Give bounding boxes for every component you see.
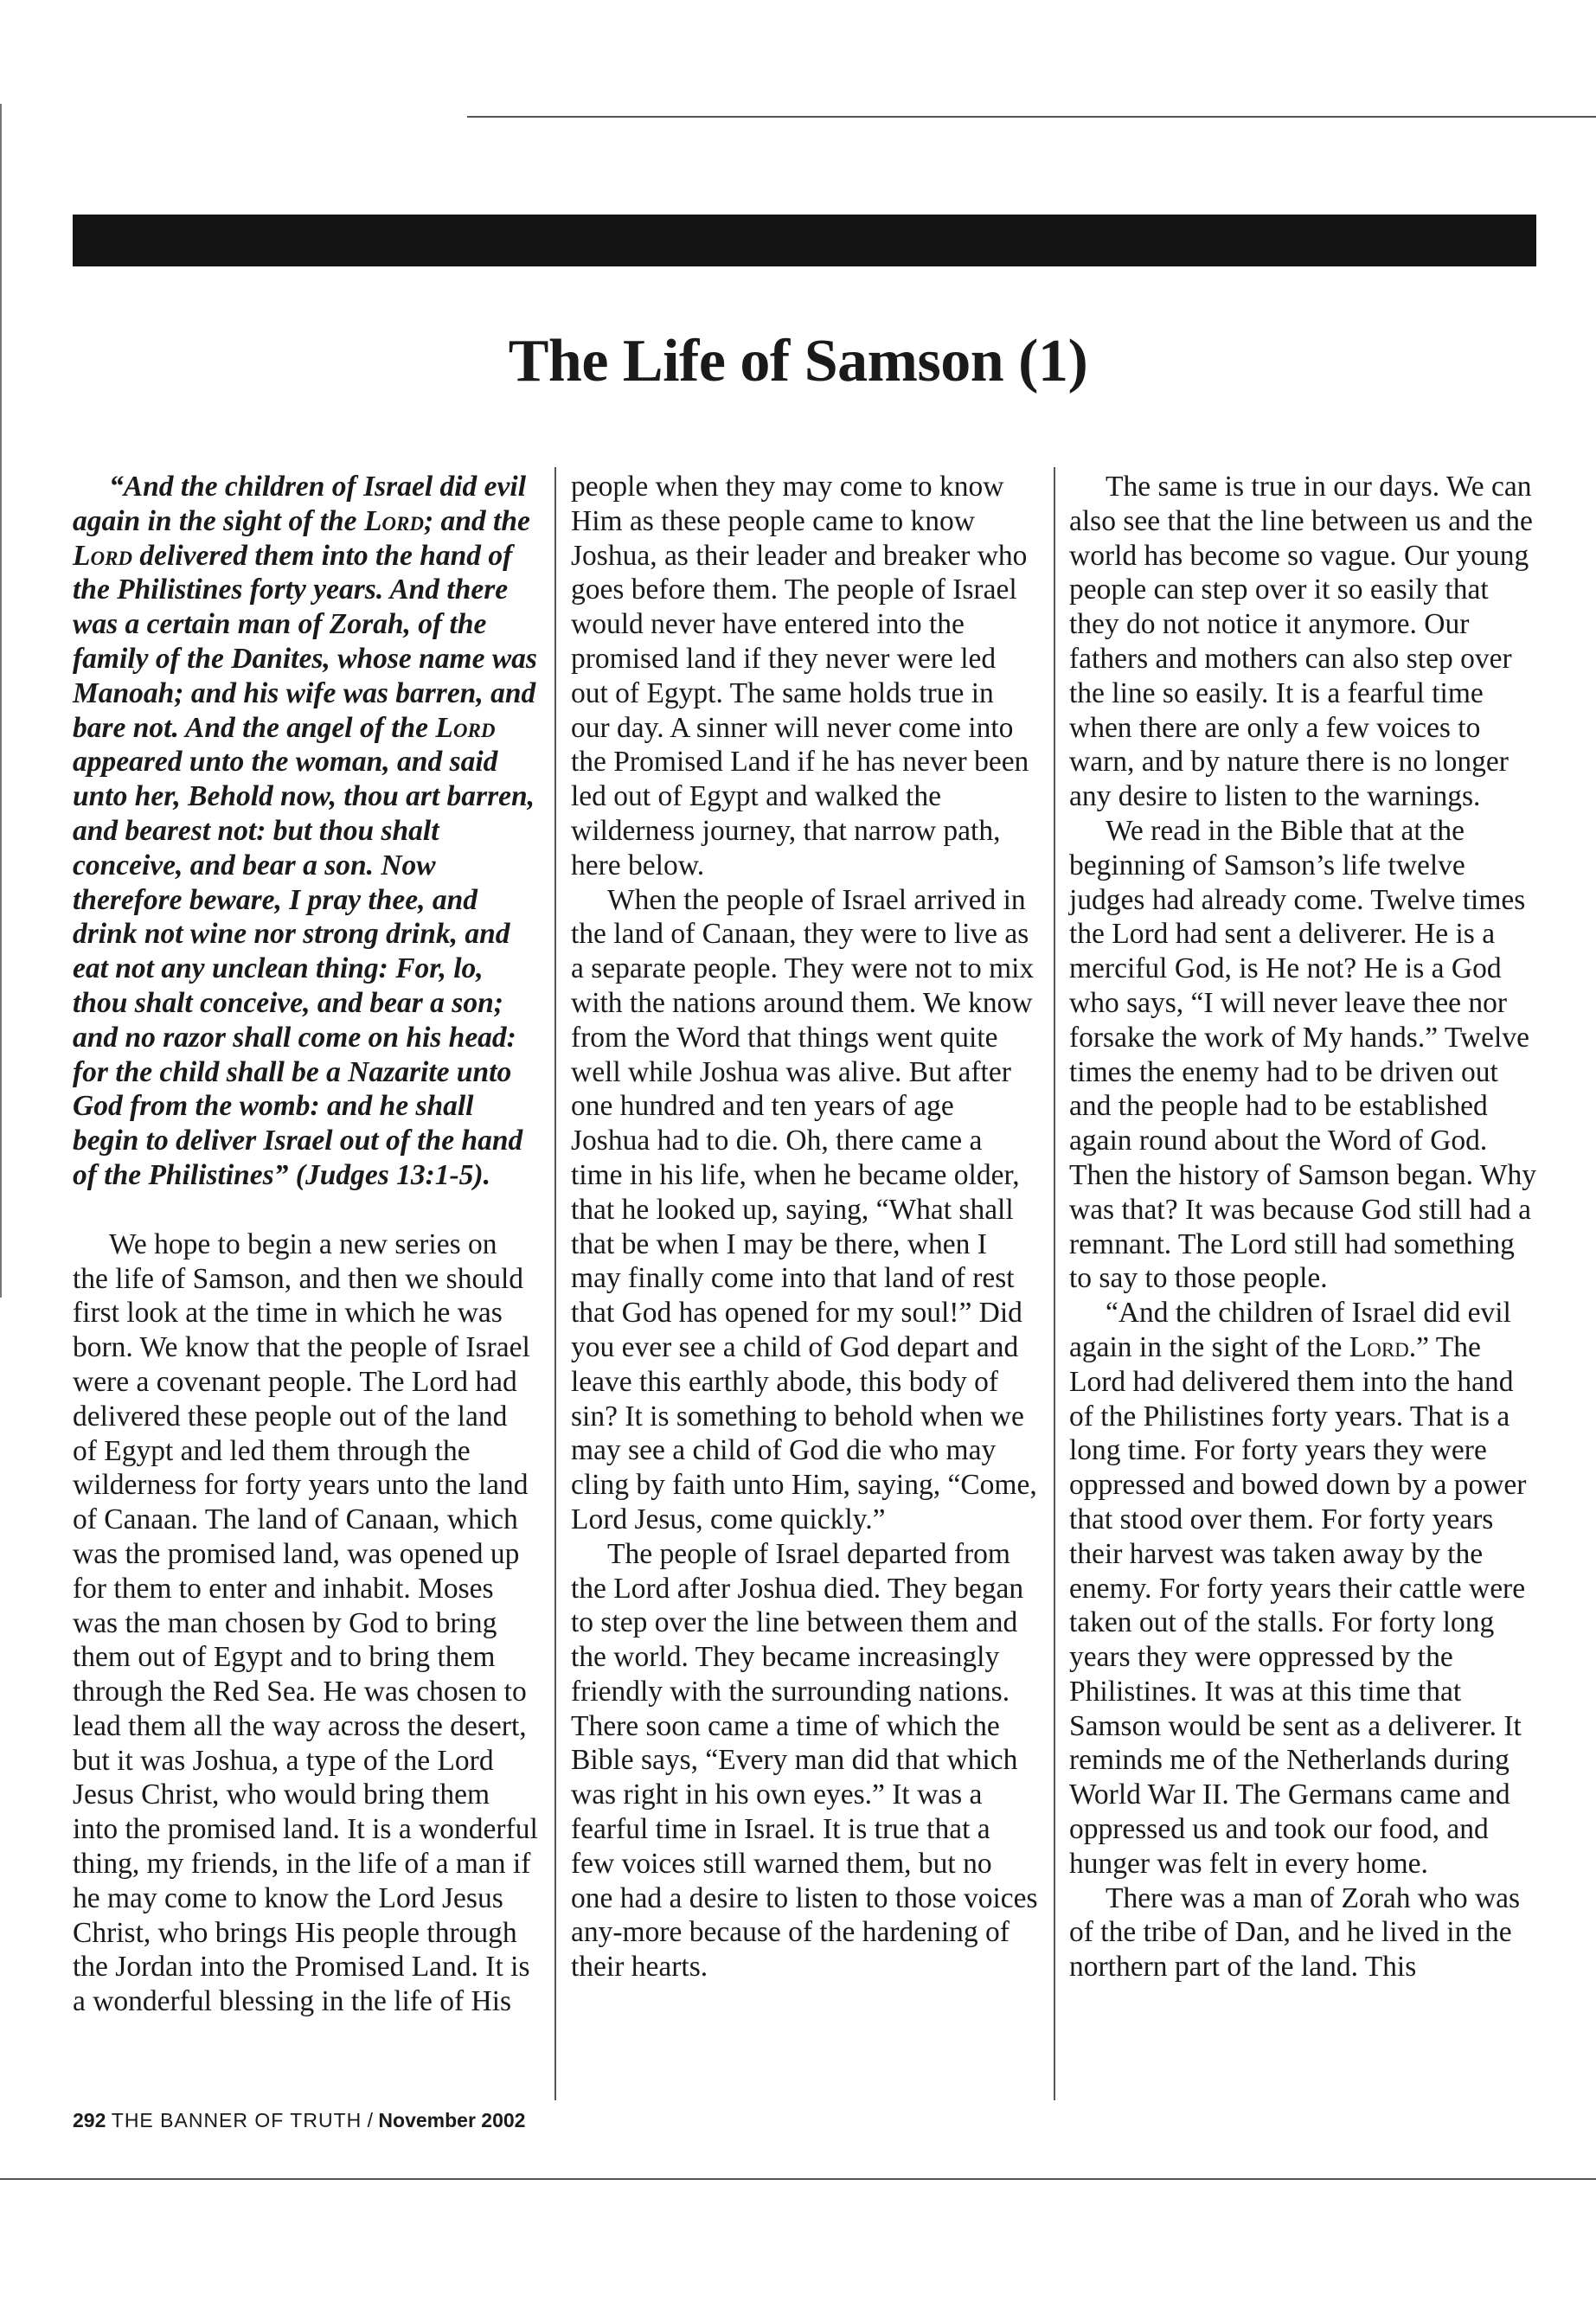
magazine-name: THE BANNER OF TRUTH (111, 2109, 362, 2131)
footer-separator: / (367, 2109, 374, 2131)
epigraph-text-4: appeared unto the woman, and said unto her, Behold now, thou art barren, and bearest not: but thou shalt conceive, and bear a son. Now therefore beware, I pray thee, and drink not wine nor strong drink, and eat not any unclean thing: For, lo, thou shalt conceive, and bear a son; and no razor shall come on his head: for the child shall be a Nazarite unto God from the womb: and he shall begin to deliver Israel out of the hand of the Philistines” (Judges 13:1-5). (73, 746, 535, 1191)
body-paragraph: When the people of Israel arrived in the land of Canaan, they were to live as a separate people. They were not to mix with the nations around them. We know from the Word that things went quite well while Joshua was alive. But after one hundred and ten years of age Joshua had to die. Oh, there came a time in his life, when he became older, that he looked up, saying, “What shall that be when I may be there, when I may finally come into that land of rest that God has opened for my soul!” Did you ever see a child of God depart and leave this earthly abode, this body of sin? It is something to behold when we may see a child of God die who may cling by faith unto Him, saying, “Come, Lord Jesus, come quickly.” (571, 883, 1037, 1535)
header-bar (73, 215, 1536, 266)
epigraph-lord-1: Lord (363, 504, 424, 537)
column-3 (1069, 470, 1541, 1984)
epigraph-lord-3: Lord (435, 711, 496, 744)
body-paragraph (1069, 1296, 1541, 1881)
body-paragraph: people when they may come to know Him as these people came to know Joshua, as their leader and breaker who goes before them. The people of Israel would never have entered into the promised land if they never were led out of Egypt. The same holds true in our day. A sinner will never come into the Promised Land if he has never been led out of Egypt and walked the wilderness journey, that narrow path, here below. (571, 471, 1029, 881)
column-divider-2 (1054, 467, 1055, 2100)
paragraph-lord: Lord (1349, 1330, 1409, 1363)
body-paragraph: There was a man of Zorah who was of the tribe of Dan, and he lived in the northern part of the land. This (1069, 1881, 1521, 1984)
body-paragraph: We read in the Bible that at the beginning of Samson’s life twelve judges had already come. Twelve times the Lord had sent a deliverer. He is a merciful God, is He not? He is a God who says, “I will never leave thee nor forsake the work of My hands.” Twelve times the enemy had to be driven out and the people had to be established again round about the Word of God. Then the history of Samson began. Why was that? It was because God still had a remnant. The Lord still had something to say to those people. (1069, 814, 1536, 1295)
epigraph-text-2: ; and the (423, 504, 530, 537)
column-2 (571, 470, 1038, 1984)
article-title: The Life of Samson (1) (508, 328, 1088, 394)
top-edge-rule (467, 116, 1596, 118)
page-footer (73, 2109, 525, 2132)
epigraph-text-1: “And the children of Israel did evil again in the sight of the (73, 471, 527, 537)
body-paragraph: The same is true in our days. We can also see that the line between us and the world has become so vague. Our young people can step over it so easily that they do not notice it anymore. Our fathers and mothers can also step over the line so easily. It is a fearful time when there are only a few voices to warn, and by nature there is no longer any desire to listen to the warnings. (1069, 471, 1533, 813)
bottom-rule (0, 2178, 1596, 2180)
paragraph-text: “And the children of Israel did evil again in the sight of the (1069, 1297, 1511, 1363)
column-1 (73, 470, 538, 2019)
column-divider-1 (554, 467, 556, 2100)
issue-date: November 2002 (378, 2109, 526, 2131)
epigraph-quote (73, 470, 538, 1193)
left-edge-rule (0, 104, 2, 1298)
epigraph-text-3: delivered them into the hand of the Philistines forty years. And there was a certain man of Zorah, of the family of the Danites, whose name was Manoah; and his wife was barren, and bare not. And the angel of the (73, 539, 537, 744)
body-paragraph: The people of Israel departed from the Lord after Joshua died. They began to step over the line between them and the world. They became increasingly friendly with the surrounding nations. There soon came a time of which the Bible says, “Every man did that which was right in his own eyes.” It was a fearful time in Israel. It is true that a few voices still warned them, but no one had a desire to listen to those voices any-more because of the hardening of their hearts. (571, 1537, 1038, 1984)
body-paragraph: We hope to begin a new series on the life of Samson, and then we should first look at the time in which he was born. We know that the people of Israel were a covenant people. The Lord had delivered these people out of the land of Egypt and led them through the wilderness for forty years unto the land of Canaan. The land of Canaan, which was the promised land, was opened up for them to enter and inhabit. Moses was the man chosen by God to bring them out of Egypt and to bring them through the Red Sea. He was chosen to lead them all the way across the desert, but it was Joshua, a type of the Lord Jesus Christ, who would bring them into the promised land. It is a wonderful thing, my friends, in the life of a man if he may come to know the Lord Jesus Christ, who brings His people through the Jordan into the Promised Land. It is a wonderful blessing in the life of His (73, 1227, 538, 2018)
page-number: 292 (73, 2109, 106, 2131)
epigraph-lord-2: Lord (73, 539, 133, 572)
paragraph-text: .” The Lord had delivered them into the hand of the Philistines forty years. That is a long time. For forty years they were oppressed and bowed down by a power that stood over them. For forty years their harvest was taken away by the enemy. For forty years their cattle were taken out of the stalls. For forty long years they were oppressed by the Philistines. It was at this time that Samson would be sent as a deliverer. It reminds me of the Netherlands during World War II. The Germans came and oppressed us and took our food, and hunger was felt in every home. (1069, 1330, 1527, 1880)
